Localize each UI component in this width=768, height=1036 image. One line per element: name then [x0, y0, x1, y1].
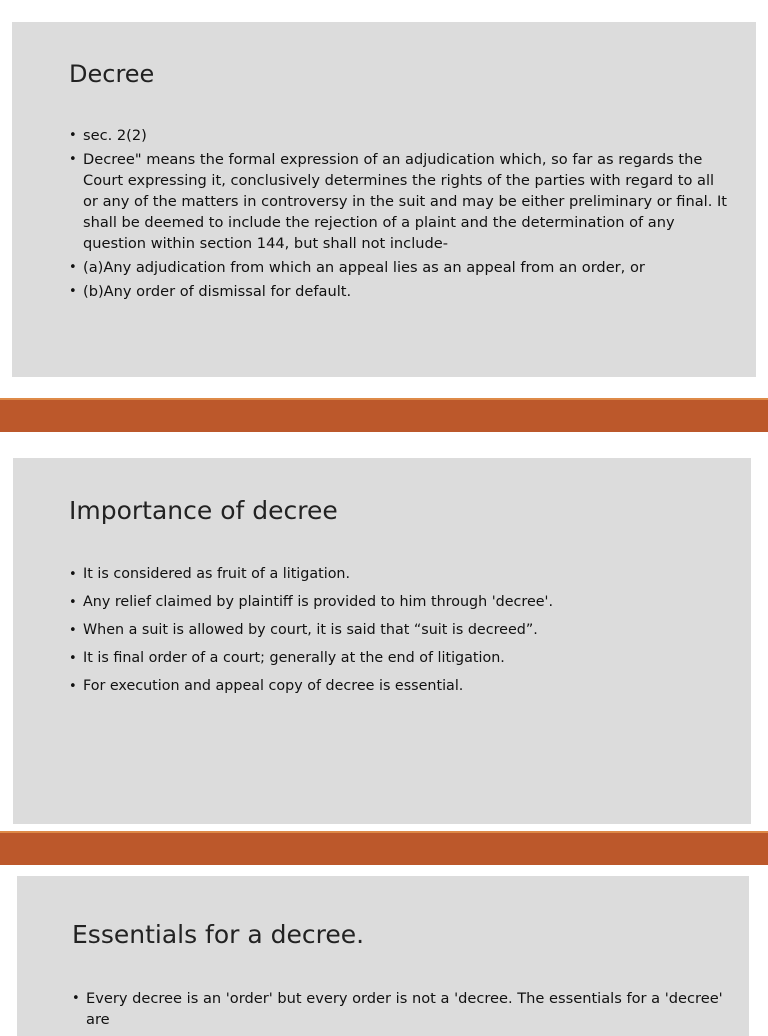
bullet-icon: •	[69, 623, 77, 638]
bullet-item	[69, 281, 729, 302]
bullet-list	[69, 564, 719, 704]
bullet-text: It is considered as fruit of a litigation.	[83, 566, 351, 582]
bullet-text: Any relief claimed by plaintiff is provided to him through 'decree'.	[83, 594, 554, 610]
bullet-icon: •	[69, 128, 77, 143]
bullet-icon: •	[69, 152, 77, 167]
bullet-text: Every decree is an 'order' but every order is not a 'decree. The essentials for a 'decree' are	[86, 990, 723, 1028]
slide-title: Decree	[69, 60, 155, 88]
bullet-text: sec. 2(2)	[83, 127, 147, 144]
slide-decree	[12, 22, 756, 377]
bullet-item	[69, 676, 719, 697]
bullet-icon: •	[72, 991, 80, 1006]
bullet-item	[69, 564, 719, 585]
bullet-item	[69, 648, 719, 669]
bullet-icon: •	[69, 651, 77, 666]
bullet-text: When a suit is allowed by court, it is said that “suit is decreed”.	[83, 622, 538, 638]
slide-title: Essentials for a decree.	[72, 920, 365, 949]
bullet-list	[72, 988, 732, 1033]
bullet-item	[69, 620, 719, 641]
slide-divider-band	[0, 831, 768, 865]
bullet-item	[69, 149, 729, 254]
bullet-icon: •	[69, 567, 77, 582]
slide-essentials-for-decree	[17, 876, 749, 1036]
bullet-list	[69, 125, 729, 305]
bullet-text: It is final order of a court; generally at the end of litigation.	[83, 650, 505, 666]
bullet-text: (a)Any adjudication from which an appeal lies as an appeal from an order, or	[83, 259, 645, 276]
bullet-item	[69, 592, 719, 613]
bullet-item	[69, 125, 729, 146]
bullet-text: (b)Any order of dismissal for default.	[83, 283, 352, 300]
bullet-icon: •	[69, 284, 77, 299]
slide-importance-of-decree	[13, 458, 751, 824]
slide-divider-band	[0, 398, 768, 432]
bullet-text: For execution and appeal copy of decree is essential.	[83, 678, 464, 694]
bullet-item	[69, 257, 729, 278]
bullet-icon: •	[69, 260, 77, 275]
bullet-icon: •	[69, 679, 77, 694]
bullet-icon: •	[69, 595, 77, 610]
bullet-text: Decree" means the formal expression of an adjudication which, so far as regards the Court expressing it, conclusively determines the rights of the parties with regard to all or any of the matters in controversy in the suit and may be either preliminary or final. It shall be deemed to include the rejection of a plaint and the determination of any question within section 144, but shall not include-	[83, 151, 728, 252]
slide-title: Importance of decree	[69, 496, 338, 525]
